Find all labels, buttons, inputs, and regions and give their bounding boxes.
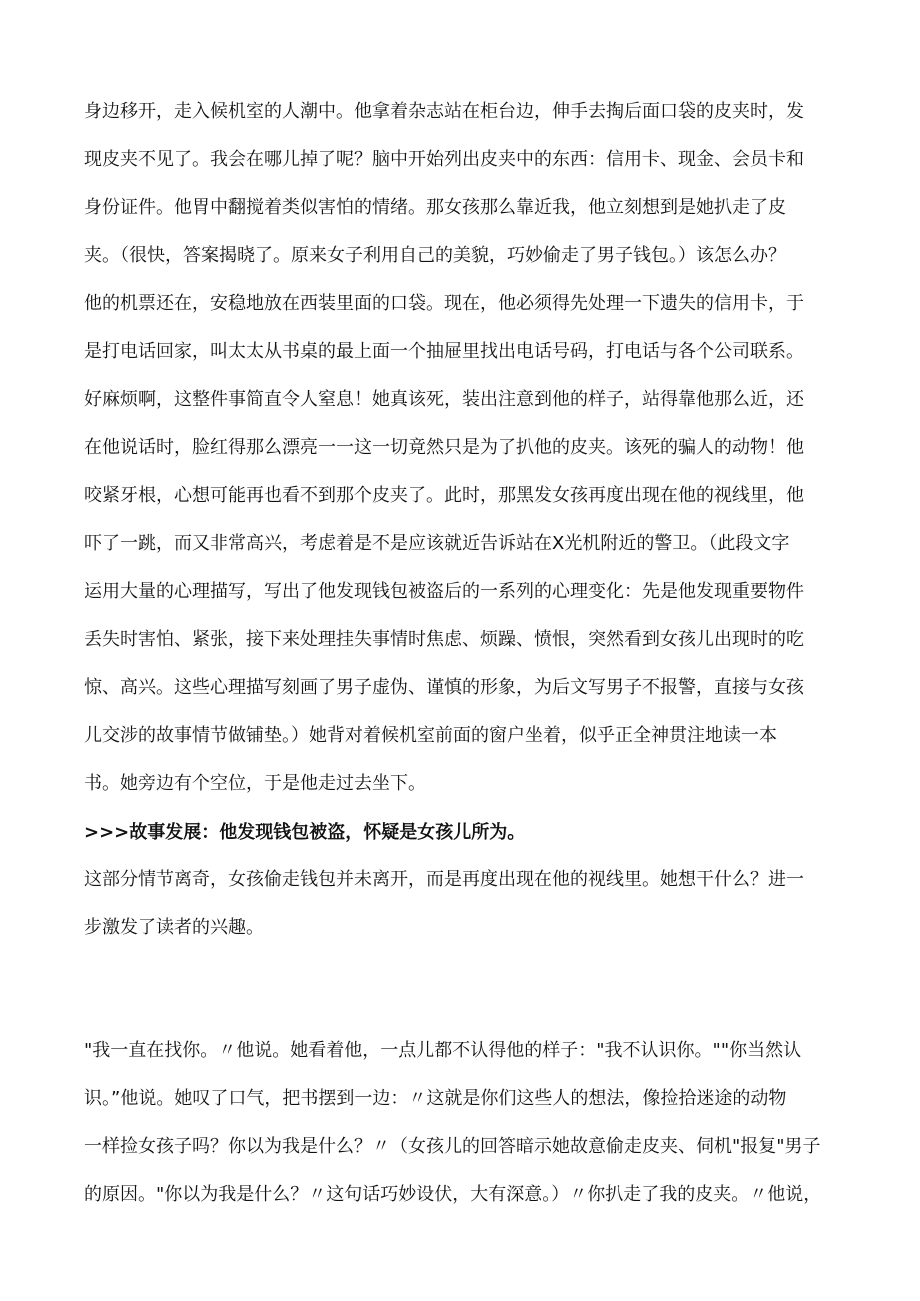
text-line: 在他说话时，脸红得那么漂亮一一这一切竟然只是为了扒他的皮夹。该死的骗人的动物！他 — [84, 437, 804, 458]
text-line: 现皮夹不见了。我会在哪儿掉了呢？脑中开始列出皮夹中的东西：信用卡、现金、会员卡和 — [84, 149, 804, 170]
text-line: 好麻烦啊，这整件事简直令人窒息！她真该死，装出注意到他的样子，站得靠他那么近，还 — [84, 389, 804, 410]
text-line: 这部分情节离奇，女孩偷走钱包并未离开，而是再度出现在他的视线里。她想干什么？进一 — [84, 869, 804, 890]
text-line: 是打电话回家，叫太太从书桌的最上面一个抽屉里找出电话号码，打电话与各个公司联系。 — [84, 341, 804, 362]
text-line: 他的机票还在，安稳地放在西装里面的口袋。现在，他必须得先处理一下遗失的信用卡，于 — [84, 293, 804, 314]
text-line: 书。她旁边有个空位，于是他走过去坐下。 — [84, 773, 426, 794]
text-line: 惊、高兴。这些心理描写刻画了男子虚伪、谨慎的形象，为后文写男子不报警，直接与女孩 — [84, 677, 804, 698]
text-line: 吓了一跳，而又非常高兴，考虑着是不是应该就近告诉站在X光机附近的警卫。（此段文字 — [84, 533, 790, 554]
text-line: 识。”他说。她叹了口气，把书摆到一边：〃这就是你们这些人的想法，像捡拾迷途的动物 — [84, 1088, 787, 1109]
text-line: "我一直在找你。〃他说。她看着他，一点儿都不认得他的样子："我不认识你。""你当然认 — [84, 1040, 802, 1061]
text-line: 运用大量的心理描写，写出了他发现钱包被盗后的一系列的心理变化：先是他发现重要物件 — [84, 581, 804, 602]
section-heading: >>>故事发展：他发现钱包被盗，怀疑是女孩儿所为。 — [84, 822, 526, 843]
text-line: 身边移开，走入候机室的人潮中。他拿着杂志站在柜台边，伸手去掏后面口袋的皮夹时，发 — [84, 101, 804, 122]
text-line: 咬紧牙根，心想可能再也看不到那个皮夹了。此时，那黑发女孩再度出现在他的视线里，他 — [84, 485, 804, 506]
text-line: 夹。（很快，答案揭晓了。原来女子利用自己的美貌，巧妙偷走了男子钱包。）该怎么办？ — [84, 245, 786, 266]
text-line: 身份证件。他胃中翻搅着类似害怕的情绪。那女孩那么靠近我，他立刻想到是她扒走了皮 — [84, 197, 786, 218]
text-line: 儿交涉的故事情节做铺垫。）她背对着候机室前面的窗户坐着，似乎正全神贯注地读一本 — [84, 725, 777, 746]
text-line: 一样捡女孩子吗？你以为我是什么？〃（女孩儿的回答暗示她故意偷走皮夹、伺机"报复"男子 — [84, 1136, 821, 1157]
text-line: 的原因。"你以为我是什么？〃这句话巧妙设伏，大有深意。）〃你扒走了我的皮夹。〃他说， — [84, 1184, 822, 1205]
text-line: 步激发了读者的兴趣。 — [84, 917, 264, 938]
text-line: 丢失时害怕、紧张，接下来处理挂失事情时焦虑、烦躁、愤恨，突然看到女孩儿出现时的吃 — [84, 629, 804, 650]
